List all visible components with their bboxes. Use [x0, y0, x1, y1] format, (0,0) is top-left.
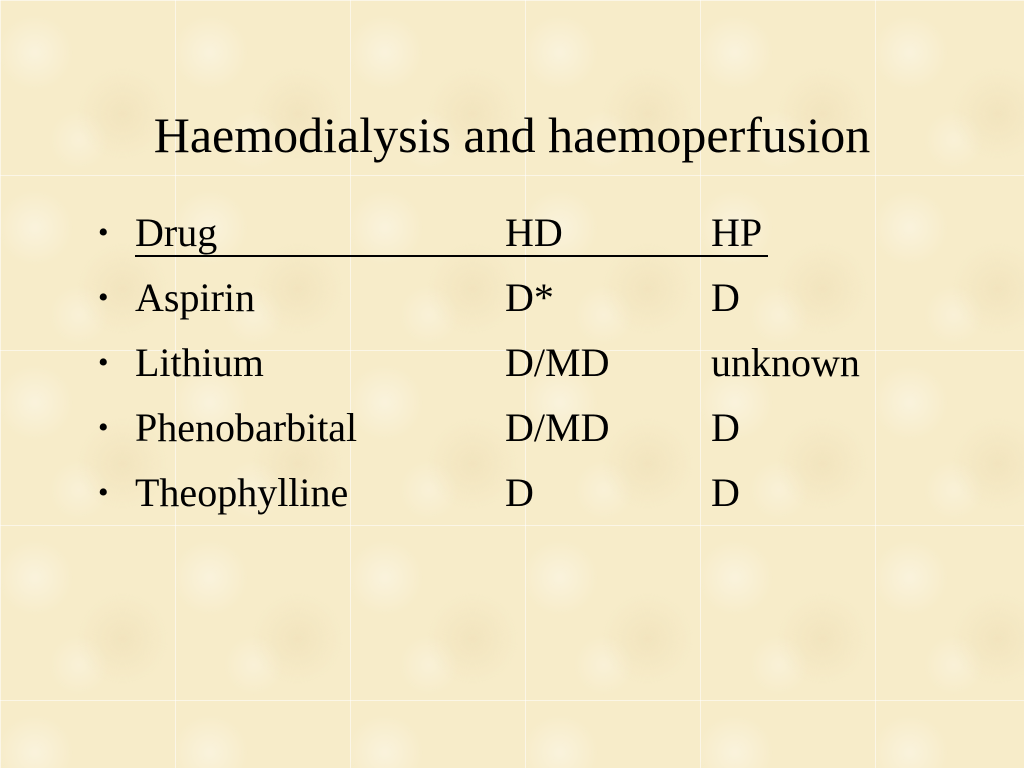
hp-value: D: [711, 405, 740, 450]
drug-name: Lithium: [135, 340, 264, 385]
drug-table-bullets: [98, 205, 918, 530]
table-row: [98, 335, 918, 400]
bullet-icon: •: [98, 411, 109, 444]
hd-value: D*: [505, 275, 554, 320]
table-row: [98, 270, 918, 335]
hd-value: D/MD: [505, 340, 610, 385]
table-header-row: [98, 205, 918, 270]
bullet-icon: •: [98, 281, 109, 314]
bullet-icon: •: [98, 476, 109, 509]
bullet-icon: •: [98, 346, 109, 379]
hd-value: D: [505, 470, 534, 515]
bullet-icon: •: [98, 216, 109, 249]
drug-name: Aspirin: [135, 275, 255, 320]
slide-title: Haemodialysis and haemoperfusion: [153, 107, 871, 163]
hd-value: D/MD: [505, 405, 610, 450]
table-row: [98, 400, 918, 465]
table-row: [98, 465, 918, 530]
header-hp: HP: [711, 210, 763, 255]
header-underline: [135, 255, 768, 257]
hp-value: unknown: [711, 340, 860, 385]
drug-name: Phenobarbital: [135, 405, 358, 450]
header-drug: Drug: [135, 210, 218, 255]
hp-value: D: [711, 470, 740, 515]
hp-value: D: [711, 275, 740, 320]
header-hd: HD: [505, 210, 563, 255]
drug-name: Theophylline: [135, 470, 349, 515]
